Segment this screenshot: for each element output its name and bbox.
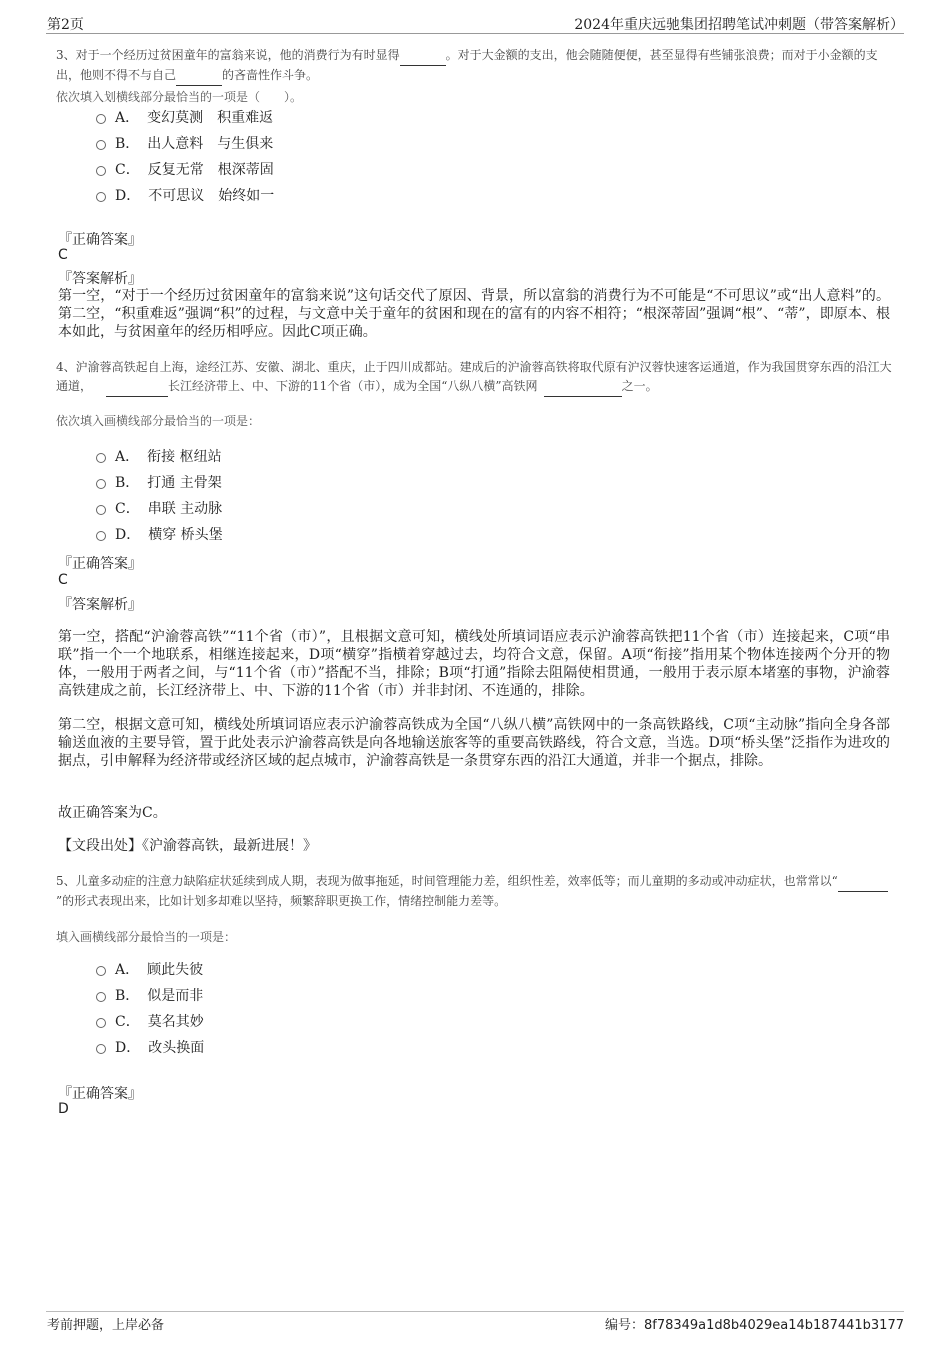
radio-icon[interactable] xyxy=(96,992,106,1002)
question-5-option-a[interactable]: A． 顾此失彼 xyxy=(96,959,203,981)
analysis-conclusion: 故正确答案为C。 xyxy=(58,805,167,821)
answer-label: 『正确答案』 xyxy=(58,556,142,572)
footer-slogan: 考前押题，上岸必备 xyxy=(47,1318,165,1333)
radio-icon[interactable] xyxy=(96,114,106,124)
radio-icon[interactable] xyxy=(96,966,106,976)
question-3-option-a[interactable]: A． 变幻莫测 积重难返 xyxy=(96,107,273,129)
question-5-instruction: 填入画横线部分最恰当的一项是： xyxy=(56,930,237,944)
header-divider xyxy=(46,33,904,34)
blank-line xyxy=(400,46,446,66)
answer-value: C xyxy=(58,572,68,588)
blank-line xyxy=(544,377,622,397)
radio-icon[interactable] xyxy=(96,166,106,176)
question-5-option-c[interactable]: C． 莫名其妙 xyxy=(96,1011,204,1033)
question-4-option-a[interactable]: A． 衔接 枢纽站 xyxy=(96,446,222,468)
footer-divider xyxy=(46,1311,904,1312)
answer-label: 『正确答案』 xyxy=(58,232,142,248)
answer-value: C xyxy=(58,247,68,263)
radio-icon[interactable] xyxy=(96,1018,106,1028)
radio-icon[interactable] xyxy=(96,531,106,541)
question-3-option-d[interactable]: D． 不可思议 始终如一 xyxy=(96,185,274,207)
question-5-stem: 5、儿童多动症的注意力缺陷症状延续到成人期，表现为做事拖延，时间管理能力差，组织性差，效率低等；而儿童期的多动或冲动症状，也常常以“ ”的形式表现出来，比如计划多却难以坚持，频繁辞职更换工作，情绪控制能力差等。 xyxy=(56,872,894,911)
question-3-instruction: 依次填入划横线部分最恰当的一项是（ ）。 xyxy=(56,90,303,104)
radio-icon[interactable] xyxy=(96,505,106,515)
blank-line xyxy=(176,66,222,86)
question-4-option-c[interactable]: C． 串联 主动脉 xyxy=(96,498,222,520)
question-5-option-d[interactable]: D． 改头换面 xyxy=(96,1037,204,1059)
question-3-option-c[interactable]: C． 反复无常 根深蒂固 xyxy=(96,159,274,181)
question-3-option-b[interactable]: B． 出人意料 与生俱来 xyxy=(96,133,273,155)
source-citation: 【文段出处】《沪渝蓉高铁，最新进展！》 xyxy=(58,838,317,854)
question-4-stem: 4、沪渝蓉高铁起自上海，途经江苏、安徽、湖北、重庆，止于四川成都站。建成后的沪渝蓉高铁将取代原有沪汉蓉快速客运通道，作为我国贯穿东西的沿江大通道， 长江经济带上、中、下游的11个省（市），成为全国“八纵八横”高铁网 之一。 xyxy=(56,358,894,397)
question-4-instruction: 依次填入画横线部分最恰当的一项是： xyxy=(56,414,261,428)
answer-label: 『正确答案』 xyxy=(58,1086,142,1102)
answer-value: D xyxy=(58,1101,69,1117)
analysis-text: 第一空，搭配“沪渝蓉高铁”“11个省（市）”，且根据文意可知，横线处所填词语应表示沪渝蓉高铁把11个省（市）连接起来，C项“串联”指一个一个地联系，相继连接起来，D项“横穿”指横着穿越过去，均符合文意，保留。A项“衔接”指用某个物体连接两个分开的物体，一般用于两者之间，与“11个省（市）”搭配不当，排除；B项“打通”指除去阻隔使相贯通，一般用于表示原本堵塞的事物，沪渝蓉高铁建成之前，长江经济带上、中、下游的11个省（市）并非封闭、不连通的，排除。 xyxy=(58,629,890,699)
blank-line xyxy=(838,872,888,892)
analysis-label: 『答案解析』 xyxy=(58,597,142,613)
analysis-text: 第二空，根据文意可知，横线处所填词语应表示沪渝蓉高铁成为全国“八纵八横”高铁网中的一条高铁路线，C项“主动脉”指向全身各部输送血液的主要导管，置于此处表示沪渝蓉高铁是向各地输送旅客等的重要高铁路线，符合文意，当选。D项“桥头堡”泛指作为进攻的据点，引申解释为经济带或经济区域的起点城市，沪渝蓉高铁是一条贯穿东西的沿江大通道，并非一个据点，排除。 xyxy=(58,717,890,769)
radio-icon[interactable] xyxy=(96,140,106,150)
question-3-stem: 3、对于一个经历过贫困童年的富翁来说，他的消费行为有时显得 。对于大金额的支出，他会随随便便，甚至显得有些铺张浪费；而对于小金额的支出，他则不得不与自己 的吝啬性作斗争。 xyxy=(56,46,894,86)
radio-icon[interactable] xyxy=(96,479,106,489)
analysis-label: 『答案解析』 xyxy=(58,271,142,287)
radio-icon[interactable] xyxy=(96,192,106,202)
question-4-option-d[interactable]: D． 横穿 桥头堡 xyxy=(96,524,223,546)
radio-icon[interactable] xyxy=(96,1044,106,1054)
question-4-option-b[interactable]: B． 打通 主骨架 xyxy=(96,472,222,494)
document-id: 编号：8f78349a1d8b4029ea14b187441b3177 xyxy=(604,1318,904,1333)
document-title: 2024年重庆远驰集团招聘笔试冲刺题（带答案解析） xyxy=(574,17,904,33)
blank-line xyxy=(106,377,168,397)
question-5-option-b[interactable]: B． 似是而非 xyxy=(96,985,203,1007)
analysis-text: 第一空，“对于一个经历过贫困童年的富翁来说”这句话交代了原因、背景，所以富翁的消费行为不可能是“不可思议”或“出人意料”的。第二空，“积重难返”强调“积”的过程，与文意中关于童年的贫困和现在的富有的内容不相符；“根深蒂固”强调“根”、“蒂”，即原本、根本如此，与贫困童年的经历相呼应。因此C项正确。 xyxy=(58,288,890,340)
page-number: 第2页 xyxy=(47,17,84,33)
radio-icon[interactable] xyxy=(96,453,106,463)
